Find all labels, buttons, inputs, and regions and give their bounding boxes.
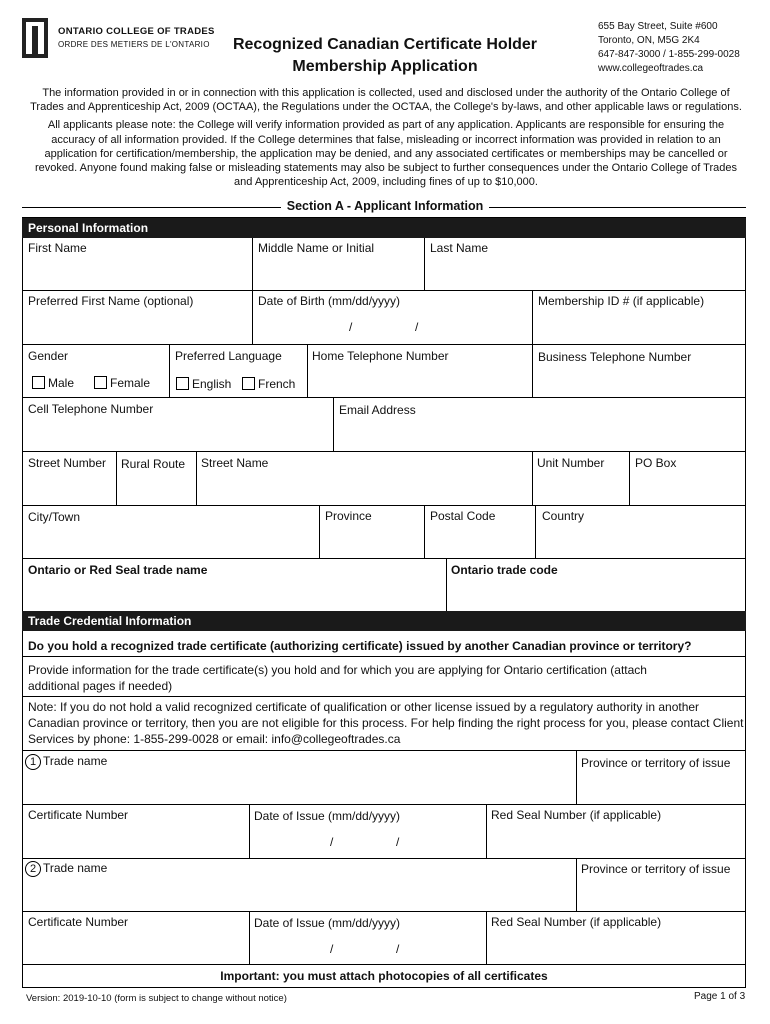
- provide-info-text: Provide information for the trade certificate(s) you hold and for which you are applying for Ontario certification (attach additional pages if needed): [28, 663, 647, 693]
- trade-name-1-field[interactable]: [24, 772, 574, 802]
- row-divider: [22, 451, 746, 452]
- dob-label: Date of Birth (mm/dd/yyyy): [258, 294, 401, 308]
- unit-number-label: Unit Number: [537, 456, 605, 470]
- red-seal-1-label: Red Seal Number (if applicable): [491, 808, 662, 822]
- version-text: Version: 2019-10-10 (form is subject to change without notice): [26, 993, 287, 1004]
- date-slash: /: [349, 320, 353, 334]
- gender-label: Gender: [28, 349, 69, 363]
- page-title: [210, 34, 560, 78]
- last-name-field[interactable]: [426, 256, 744, 288]
- title-line-2: Membership Application: [292, 58, 478, 75]
- row-divider: [22, 911, 746, 912]
- french-checkbox[interactable]: [242, 377, 255, 390]
- intro-text: [26, 86, 746, 193]
- rural-route-label: Rural Route: [121, 457, 186, 471]
- postal-code-field[interactable]: [426, 526, 533, 556]
- divider: [576, 858, 577, 911]
- province-issue-1-label: Province or territory of issue: [581, 756, 731, 770]
- date-slash: /: [415, 320, 419, 334]
- date-issue-2-field[interactable]: [251, 931, 484, 962]
- date-slash: /: [396, 835, 400, 849]
- cert-number-2-label: Certificate Number: [28, 915, 129, 929]
- cell-phone-label: Cell Telephone Number: [28, 402, 154, 416]
- street-name-field[interactable]: [198, 473, 530, 503]
- divider: [196, 451, 197, 505]
- divider: [532, 290, 533, 344]
- divider: [486, 804, 487, 858]
- section-a-title: [0, 199, 770, 213]
- trade-name-field[interactable]: [24, 580, 444, 610]
- trade-credential-bar: Trade Credential Information: [22, 611, 746, 631]
- gender-male-option[interactable]: [32, 376, 74, 390]
- date-issue-1-label: Date of Issue (mm/dd/yyyy): [254, 809, 401, 823]
- important-notice: Important: you must attach photocopies of all certificates: [220, 969, 548, 983]
- divider: [249, 911, 250, 964]
- home-phone-label: Home Telephone Number: [312, 349, 449, 363]
- female-label: Female: [110, 376, 151, 390]
- city-field[interactable]: [24, 526, 317, 556]
- red-seal-2-field[interactable]: [488, 931, 744, 962]
- dob-field[interactable]: [254, 310, 530, 342]
- business-phone-field[interactable]: [534, 366, 744, 395]
- cert-number-1-field[interactable]: [24, 824, 247, 856]
- divider: [486, 911, 487, 964]
- middle-name-label: Middle Name or Initial: [258, 241, 375, 255]
- date-slash: /: [330, 835, 334, 849]
- male-label: Male: [48, 376, 75, 390]
- female-checkbox[interactable]: [94, 376, 107, 389]
- contact-address: [598, 20, 740, 76]
- divider: [424, 505, 425, 558]
- divider: [446, 558, 447, 611]
- divider: [252, 290, 253, 344]
- street-number-field[interactable]: [24, 473, 114, 503]
- red-seal-2-label: Red Seal Number (if applicable): [491, 915, 662, 929]
- english-option[interactable]: [176, 377, 231, 391]
- country-field[interactable]: [537, 526, 744, 556]
- personal-info-bar: Personal Information: [22, 218, 746, 238]
- divider: [169, 344, 170, 397]
- college-logo: [22, 18, 48, 58]
- row-divider: [22, 505, 746, 506]
- province-label: Province: [325, 509, 372, 523]
- row-divider: [22, 558, 746, 559]
- po-box-field[interactable]: [631, 473, 744, 503]
- province-field[interactable]: [321, 526, 422, 556]
- intro-paragraph-2: All applicants please note: the College will verify information provided as part of any application. Applicants are responsible for ensuring the accuracy of all information provided. If the College determines that false, misleading or incorrect information was provided in relation to an application for certification/membership, the application may be denied, and any associated certificates or memberships may be cancelled or revoked. Anyone found making false or misleading statements may also be subject to further consequences under the Ontario College of Trades and Apprenticeship Act, 2009, including fines of up to $10,000.: [35, 119, 737, 189]
- divider: [532, 344, 533, 397]
- certificate-question: Do you hold a recognized trade certificate (authorizing certificate) issued by another Canadian province or territory?: [28, 639, 692, 653]
- certificate-1-number-badge: 1: [25, 754, 41, 770]
- middle-name-field[interactable]: [254, 256, 422, 288]
- gender-female-option[interactable]: [94, 376, 150, 390]
- street-number-label: Street Number: [28, 456, 107, 470]
- english-label: English: [192, 377, 232, 391]
- trade-name-label: Ontario or Red Seal trade name: [28, 563, 208, 577]
- preferred-first-name-label: Preferred First Name (optional): [28, 294, 194, 308]
- page-number: Page 1 of 3: [694, 991, 746, 1002]
- divider: [333, 397, 334, 451]
- rural-route-field[interactable]: [118, 473, 194, 503]
- divider: [116, 451, 117, 505]
- street-name-label: Street Name: [201, 456, 269, 470]
- row-divider: [22, 290, 746, 291]
- divider: [307, 344, 308, 397]
- title-line-1: Recognized Canadian Certificate Holder: [232, 36, 538, 53]
- cert-number-1-label: Certificate Number: [28, 808, 129, 822]
- divider: [249, 804, 250, 858]
- trade-name-1-label: Trade name: [43, 754, 108, 768]
- org-name-fr: ORDRE DES METIERS DE L'ONTARIO: [58, 40, 210, 49]
- org-name-en: ONTARIO COLLEGE OF TRADES: [58, 26, 215, 37]
- membership-id-label: Membership ID # (if applicable): [538, 294, 705, 308]
- divider: [532, 451, 533, 505]
- first-name-field[interactable]: [24, 256, 250, 288]
- eligibility-note: Note: If you do not hold a valid recognized certificate of qualification or other license issued by a regulatory authority in another Canadian province or territory, then you are not eligible for this process. For help finding the right process for you, please contact Client Services by phone: 1-855-299-0028 or email: info@collegeoftrades.ca: [28, 700, 744, 746]
- trade-2-label: [25, 861, 107, 877]
- province-issue-2-label: Province or territory of issue: [581, 862, 731, 876]
- address-street: 655 Bay Street, Suite #600: [598, 21, 718, 32]
- province-issue-1-field[interactable]: [578, 772, 744, 802]
- date-slash: /: [396, 942, 400, 956]
- intro-paragraph-1: The information provided in or in connection with this application is collected, used and disclosed under the authority of the Ontario College of Trades and Apprenticeship Act, 2009 (OCTAA), the Regulations under the OCTAA, the College's by-laws, and other applicable laws or regulations.: [30, 87, 742, 114]
- english-checkbox[interactable]: [176, 377, 189, 390]
- male-checkbox[interactable]: [32, 376, 45, 389]
- divider: [424, 238, 425, 290]
- row-divider: [22, 397, 746, 398]
- email-label: Email Address: [339, 403, 416, 417]
- french-label: French: [258, 377, 296, 391]
- preferred-language-label: Preferred Language: [175, 349, 282, 363]
- divider: [252, 238, 253, 290]
- cert-number-2-field[interactable]: [24, 931, 247, 962]
- city-label: City/Town: [28, 510, 81, 524]
- divider: [319, 505, 320, 558]
- row-divider: [22, 858, 746, 859]
- certificate-2-number-badge: 2: [25, 861, 41, 877]
- first-name-label: First Name: [28, 241, 87, 255]
- date-issue-1-field[interactable]: [251, 824, 484, 856]
- email-field[interactable]: [335, 418, 744, 449]
- home-phone-field[interactable]: [309, 366, 530, 395]
- date-issue-2-label: Date of Issue (mm/dd/yyyy): [254, 916, 401, 930]
- address-website: www.collegeoftrades.ca: [598, 63, 704, 74]
- last-name-label: Last Name: [430, 241, 489, 255]
- row-divider: [22, 964, 746, 965]
- row-divider: [22, 750, 746, 751]
- divider: [535, 505, 536, 558]
- section-a-label: Section A - Applicant Information: [281, 199, 490, 213]
- membership-id-field[interactable]: [534, 310, 744, 342]
- trade-1-label: [25, 754, 107, 770]
- red-seal-1-field[interactable]: [488, 824, 744, 856]
- row-divider: [22, 344, 746, 345]
- trade-name-2-label: Trade name: [43, 861, 108, 875]
- cell-phone-field[interactable]: [24, 418, 331, 449]
- french-option[interactable]: [242, 377, 295, 391]
- province-issue-2-field[interactable]: [578, 878, 744, 909]
- trade-code-label: Ontario trade code: [451, 563, 558, 577]
- row-divider: [22, 696, 746, 697]
- business-phone-label: Business Telephone Number: [538, 350, 692, 364]
- address-city: Toronto, ON, M5G 2K4: [598, 35, 700, 46]
- unit-number-field[interactable]: [534, 473, 627, 503]
- postal-code-label: Postal Code: [430, 509, 496, 523]
- row-divider: [22, 656, 746, 657]
- country-label: Country: [542, 509, 585, 523]
- preferred-first-name-field[interactable]: [24, 310, 250, 342]
- date-slash: /: [330, 942, 334, 956]
- address-phone: 647-847-3000 / 1-855-299-0028: [598, 49, 740, 60]
- po-box-label: PO Box: [635, 456, 677, 470]
- divider: [576, 750, 577, 804]
- trade-code-field[interactable]: [448, 580, 744, 610]
- row-divider: [22, 804, 746, 805]
- trade-name-2-field[interactable]: [24, 878, 574, 909]
- divider: [629, 451, 630, 505]
